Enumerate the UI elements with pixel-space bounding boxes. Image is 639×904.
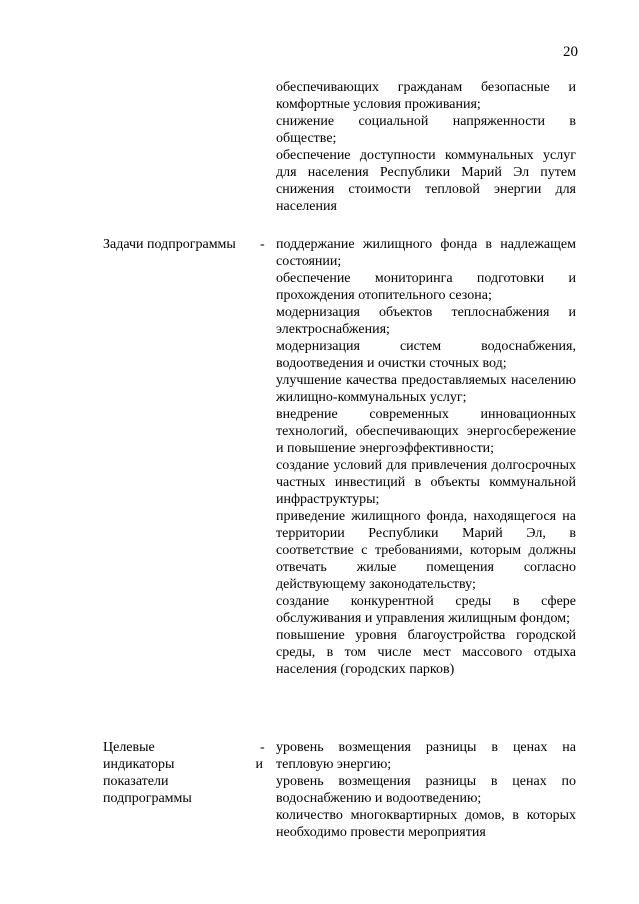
indicators-dash: - bbox=[260, 740, 265, 755]
tasks-dash: - bbox=[260, 237, 265, 252]
task-item: модернизация систем водоснабжения, водоотведения и очистки сточных вод; bbox=[276, 339, 576, 371]
task-item: приведение жилищного фонда, находящегося на территории Республики Марий Эл, в соответствие с требованиями, которым должны отвечать жилые помещения согласно действующему законодательству; bbox=[276, 509, 576, 592]
task-item: создание условий для привлечения долгосрочных частных инвестиций в объекты коммунальной инфраструктуры; bbox=[276, 458, 576, 507]
task-item: обеспечение мониторинга подготовки и прохождения отопительного сезона; bbox=[276, 271, 576, 303]
continuation-item: обеспечение доступности коммунальных услуг для населения Республики Марий Эл путем снижения стоимости тепловой энергии для населения bbox=[276, 148, 576, 214]
indicators-list bbox=[276, 739, 576, 841]
continuation-item: обеспечивающих гражданам безопасные и комфортные условия проживания; bbox=[276, 80, 576, 112]
continuation-block bbox=[276, 79, 576, 215]
indicators-label-line: Целевые bbox=[103, 740, 155, 755]
page-number: 20 bbox=[563, 44, 578, 60]
task-item: модернизация объектов теплоснабжения и электроснабжения; bbox=[276, 305, 576, 337]
task-item: поддержание жилищного фонда в надлежащем состоянии; bbox=[276, 237, 576, 269]
indicators-label-line: показатели bbox=[103, 774, 169, 789]
tasks-label: Задачи подпрограммы bbox=[103, 237, 236, 252]
indicator-item: уровень возмещения разницы в ценах по водоснабжению и водоотведению; bbox=[276, 774, 576, 806]
task-item: повышение уровня благоустройства городской среды, в том числе мест массового отдыха населения (городских парков) bbox=[276, 628, 576, 677]
indicator-item: уровень возмещения разницы в ценах на тепловую энергию; bbox=[276, 740, 576, 772]
indicator-item: количество многоквартирных домов, в которых необходимо провести мероприятия bbox=[276, 808, 576, 840]
continuation-item: снижение социальной напряженности в обществе; bbox=[276, 114, 576, 146]
indicators-label bbox=[103, 739, 263, 807]
indicators-label-line: подпрограммы bbox=[103, 791, 192, 806]
tasks-list bbox=[276, 236, 576, 678]
task-item: создание конкурентной среды в сфере обслуживания и управления жилищным фондом; bbox=[276, 594, 576, 626]
task-item: улучшение качества предоставляемых населению жилищно-коммунальных услуг; bbox=[276, 373, 576, 405]
task-item: внедрение современных инновационных технологий, обеспечивающих энергосбережение и повышение энергоэффективности; bbox=[276, 407, 576, 456]
indicators-label-line: индикаторы и bbox=[103, 757, 263, 772]
